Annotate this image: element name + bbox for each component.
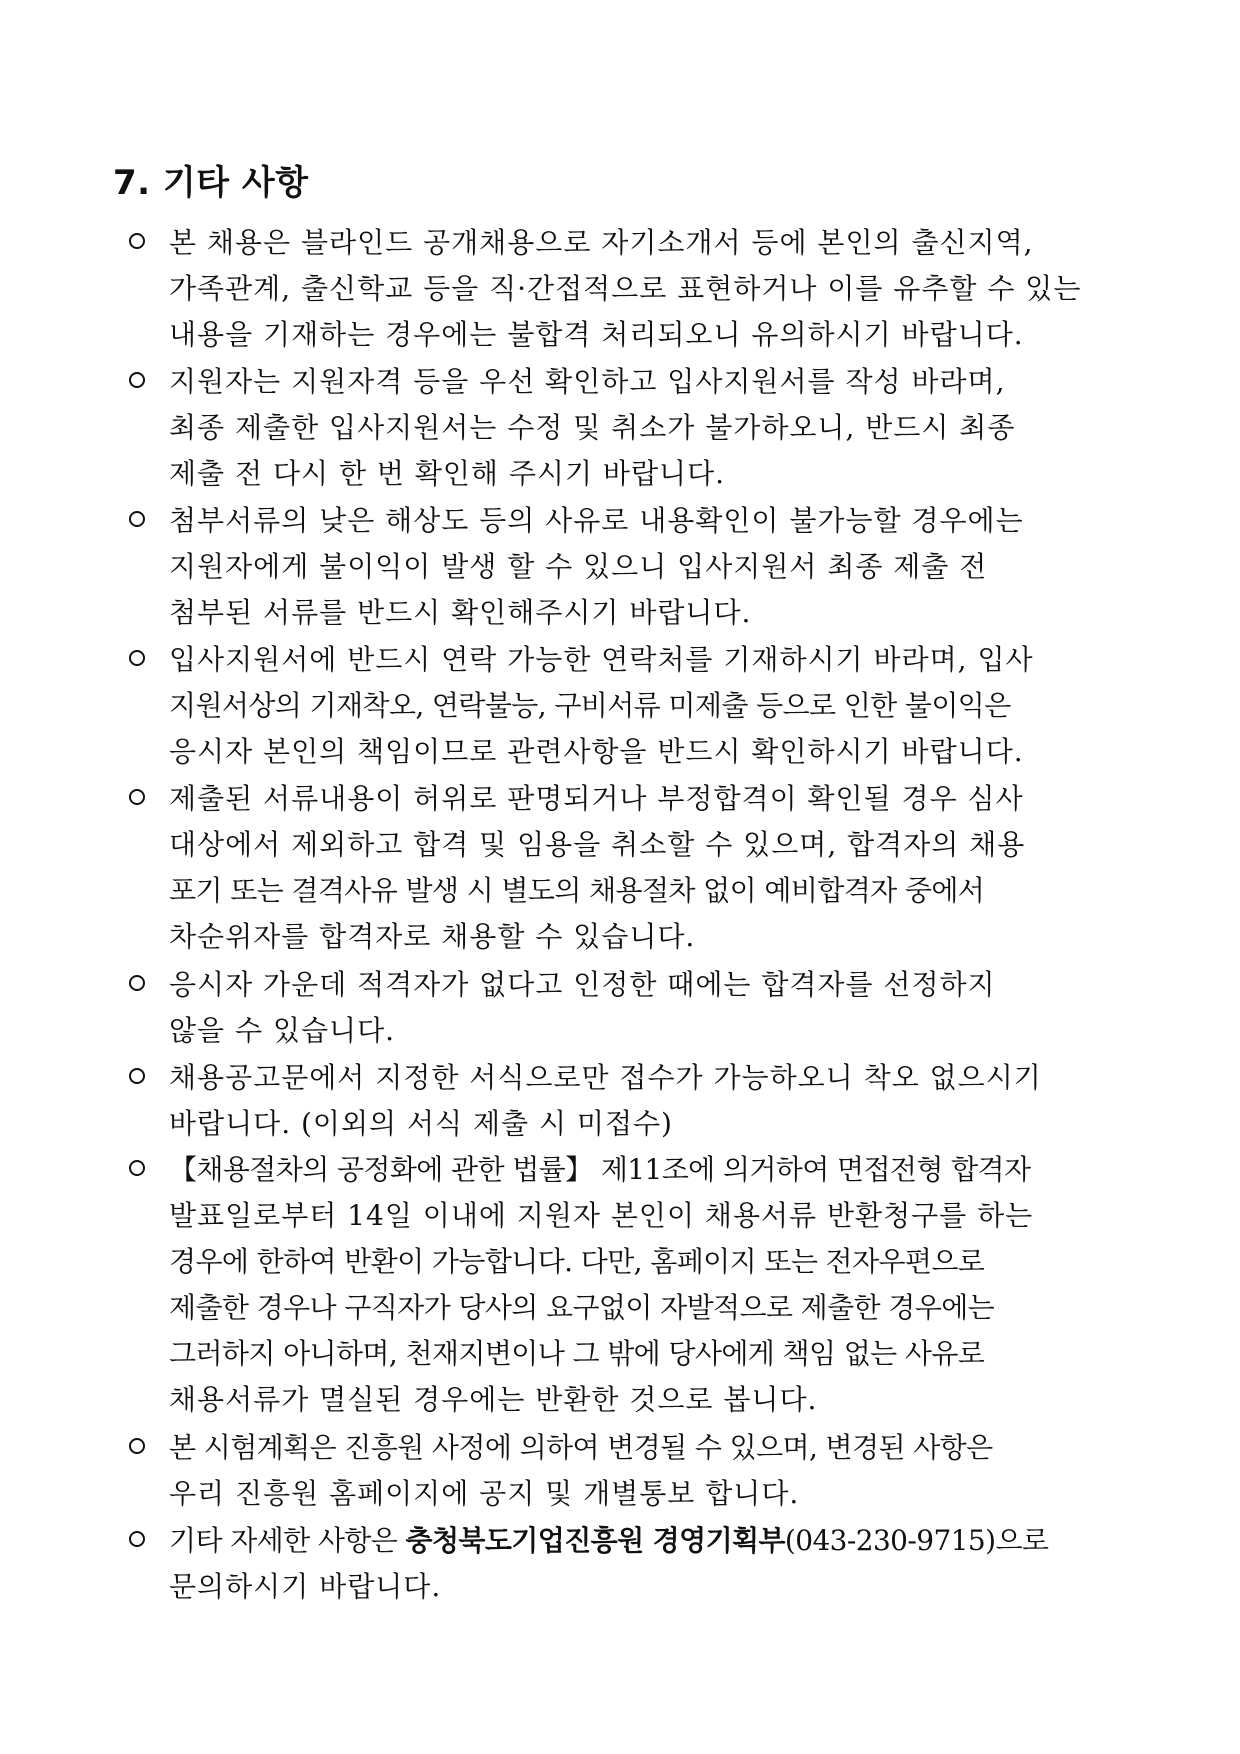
contact-organization: 충청북도기업진흥원 경영기획부 [405, 1524, 785, 1557]
item-line: 제출한 경우나 구직자가 당사의 요구없이 자발적으로 제출한 경우에는 [169, 1291, 995, 1324]
circle-bullet-icon [129, 1160, 145, 1176]
circle-bullet-icon [129, 372, 145, 388]
circle-bullet-icon [129, 975, 145, 991]
section-title: 7. 기타 사항 [113, 163, 309, 203]
item-line: 본 채용은 블라인드 공개채용으로 자기소개서 등에 본인의 출신지역, [169, 226, 1034, 259]
item-line-contact [169, 1518, 1129, 1564]
item-line: 입사지원서에 반드시 연락 가능한 연락처를 기재하시기 바라며, 입사 [169, 643, 1034, 676]
contact-prefix: 기타 자세한 사항은 [169, 1524, 406, 1557]
item-line: 차순위자를 합격자로 채용할 수 있습니다. [169, 920, 696, 953]
item-line: 문의하시기 바랍니다. [169, 1570, 442, 1603]
item-line: 첨부된 서류를 반드시 확인해주시기 바랍니다. [169, 596, 752, 629]
item-line: 가족관계, 출신학교 등을 직·간접적으로 표현하거나 이를 유추할 수 있는 [169, 272, 1082, 305]
circle-bullet-icon [129, 1068, 145, 1084]
circle-bullet-icon [129, 1438, 145, 1454]
item-line: 채용공고문에서 지정한 서식으로만 접수가 가능하오니 착오 없으시기 [169, 1061, 1042, 1094]
contact-suffix: 으로 [995, 1524, 1049, 1557]
item-line: 응시자 본인의 책임이므로 관련사항을 반드시 확인하시기 바랍니다. [169, 735, 1024, 768]
circle-bullet-icon [129, 789, 145, 805]
item-line: 제출 전 다시 한 번 확인해 주시기 바랍니다. [169, 457, 726, 490]
item-line: 그러하지 아니하며, 천재지변이나 그 밖에 당사에게 책임 없는 사유로 [169, 1337, 985, 1370]
item-line: 첨부서류의 낮은 해상도 등의 사유로 내용확인이 불가능할 경우에는 [169, 504, 1024, 537]
circle-bullet-icon [129, 1531, 145, 1547]
item-line: 발표일로부터 14일 이내에 지원자 본인이 채용서류 반환청구를 하는 [169, 1199, 1034, 1232]
item-line: 내용을 기재하는 경우에는 불합격 처리되오니 유의하시기 바랍니다. [169, 318, 1024, 351]
item-line: 본 시험계획은 진흥원 사정에 의하여 변경될 수 있으며, 변경된 사항은 [169, 1431, 993, 1464]
item-line: 【채용절차의 공정화에 관한 법률】 제11조에 의거하여 면접전형 합격자 [169, 1153, 1031, 1186]
item-line: 포기 또는 결격사유 발생 시 별도의 채용절차 없이 예비합격자 중에서 [169, 874, 985, 907]
item-line: 지원서상의 기재착오, 연락불능, 구비서류 미제출 등으로 인한 불이익은 [169, 689, 1011, 722]
item-line: 바랍니다. (이외의 서식 제출 시 미접수) [169, 1107, 673, 1140]
circle-bullet-icon [129, 511, 145, 527]
item-line: 지원자는 지원자격 등을 우선 확인하고 입사지원서를 작성 바라며, [169, 365, 1006, 398]
circle-bullet-icon [129, 233, 145, 249]
item-line: 채용서류가 멸실된 경우에는 반환한 것으로 봅니다. [169, 1383, 818, 1416]
item-line: 않을 수 있습니다. [169, 1014, 396, 1047]
contact-phone: (043-230-9715) [784, 1524, 996, 1557]
item-line: 지원자에게 불이익이 발생 할 수 있으니 입사지원서 최종 제출 전 [169, 550, 988, 583]
item-line: 응시자 가운데 적격자가 없다고 인정한 때에는 합격자를 선정하지 [169, 968, 996, 1001]
item-line: 대상에서 제외하고 합격 및 임용을 취소할 수 있으며, 합격자의 채용 [169, 828, 1026, 861]
item-line: 제출된 서류내용이 허위로 판명되거나 부정합격이 확인될 경우 심사 [169, 782, 1024, 815]
item-line: 최종 제출한 입사지원서는 수정 및 취소가 불가하오니, 반드시 최종 [169, 411, 1016, 444]
circle-bullet-icon [129, 650, 145, 666]
item-line: 경우에 한하여 반환이 가능합니다. 다만, 홈페이지 또는 전자우편으로 [169, 1245, 985, 1278]
item-line: 우리 진흥원 홈페이지에 공지 및 개별통보 합니다. [169, 1477, 800, 1510]
